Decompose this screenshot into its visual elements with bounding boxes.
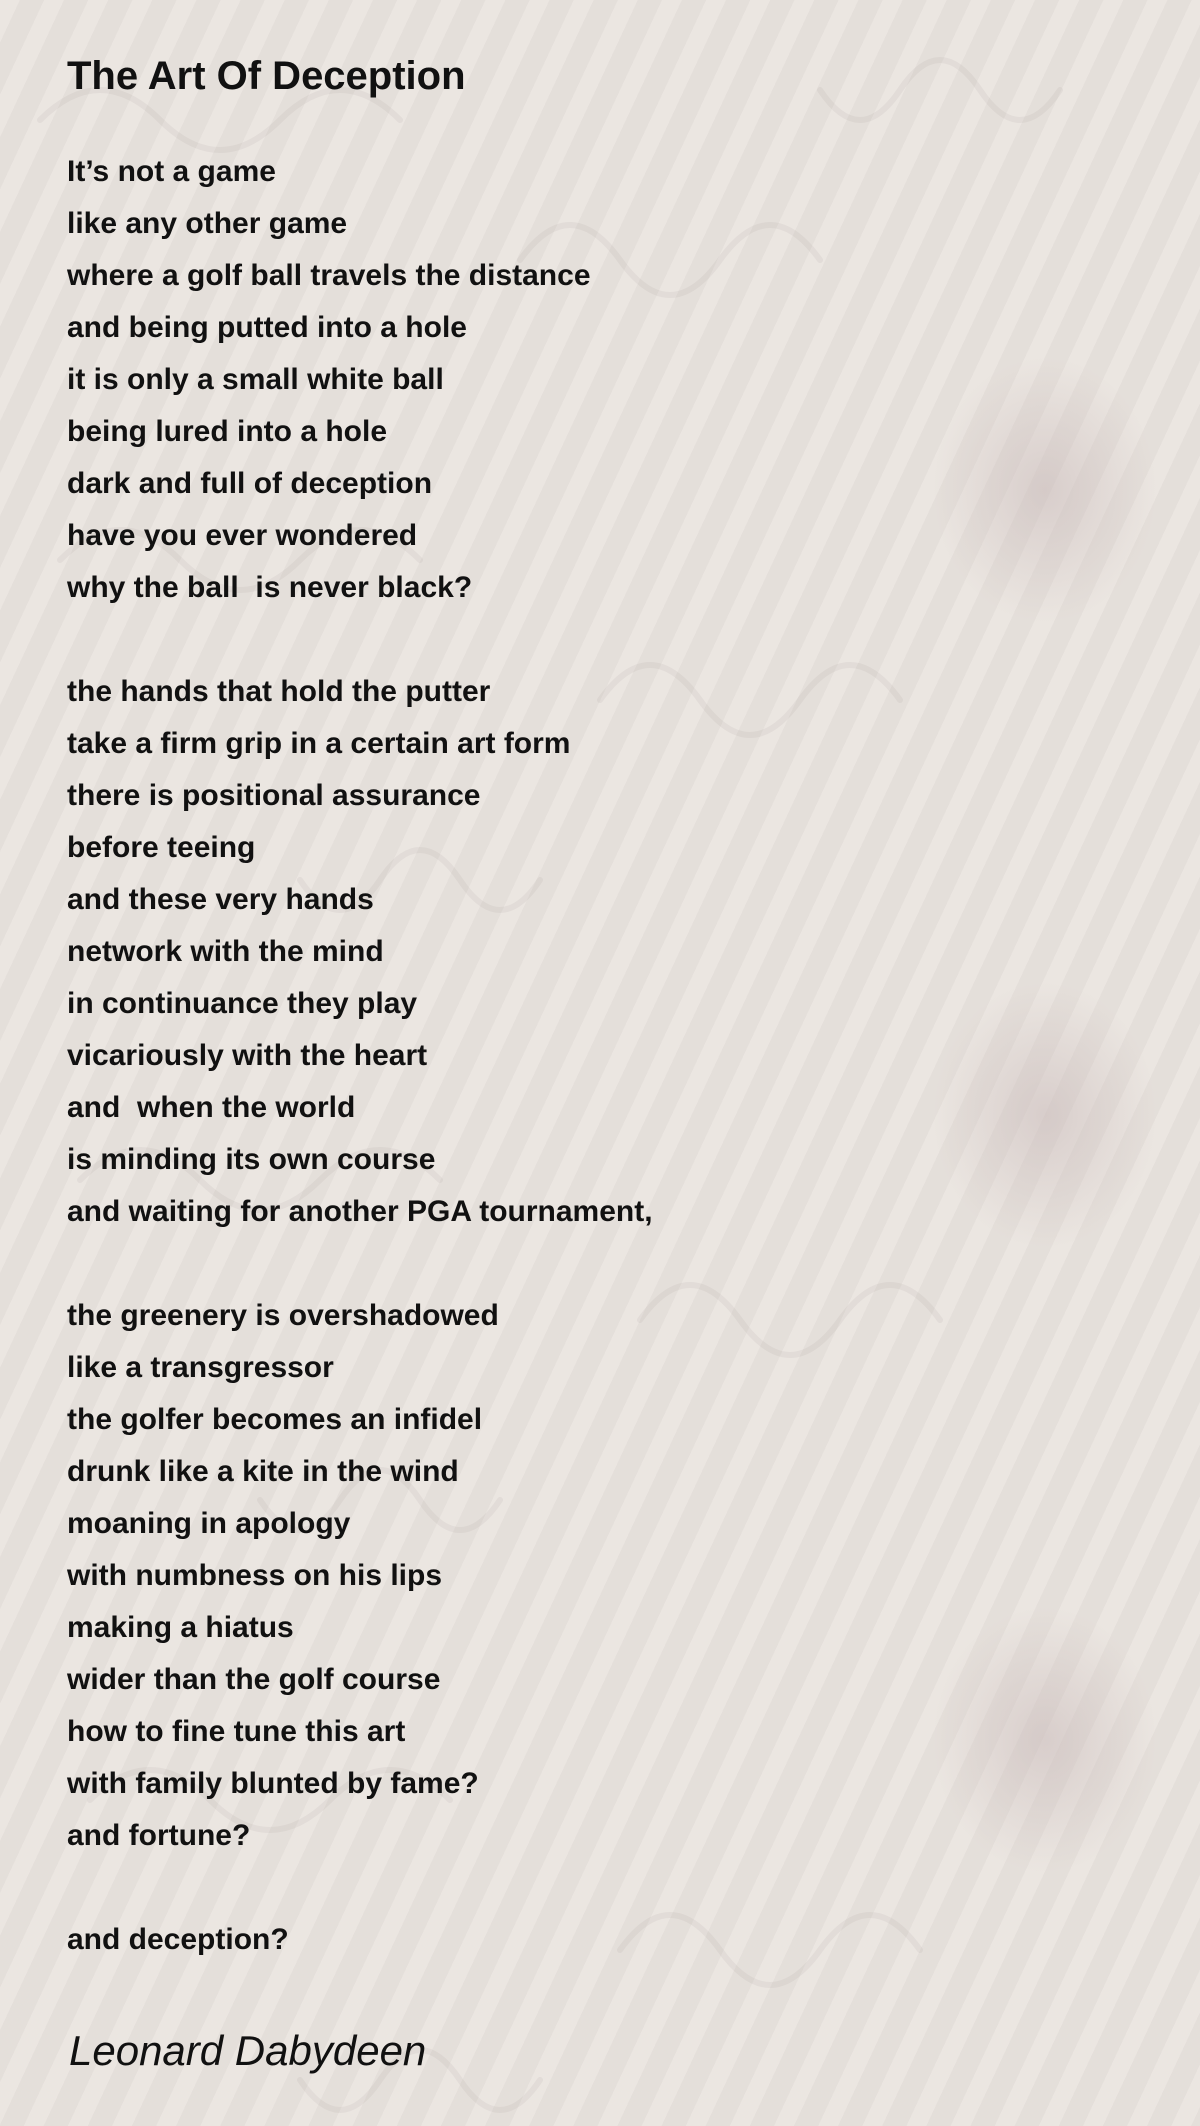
poem-line: with numbness on his lips xyxy=(67,1559,443,1592)
poem-line: and fortune? xyxy=(67,1819,251,1852)
poem-line: and deception? xyxy=(67,1923,289,1956)
poem-line: the hands that hold the putter xyxy=(67,675,491,708)
poem-line: the greenery is overshadowed xyxy=(67,1299,499,1332)
poem-line: making a hiatus xyxy=(67,1611,294,1644)
poem-line: drunk like a kite in the wind xyxy=(67,1455,459,1488)
poem-line: dark and full of deception xyxy=(67,467,433,500)
poem-line: why the ball is never black? xyxy=(67,571,473,604)
poem-line: where a golf ball travels the distance xyxy=(67,259,591,292)
poem-line: and being putted into a hole xyxy=(67,311,467,344)
poem-line: vicariously with the heart xyxy=(67,1039,428,1072)
poem-line: like a transgressor xyxy=(67,1351,334,1384)
poem-line: It’s not a game xyxy=(67,155,276,188)
poem-line: there is positional assurance xyxy=(67,779,481,812)
poem-line: it is only a small white ball xyxy=(67,363,444,396)
poem-line: take a firm grip in a certain art form xyxy=(67,727,571,760)
poem-line: moaning in apology xyxy=(67,1507,351,1540)
poem-line: in continuance they play xyxy=(67,987,418,1020)
poem-stanza xyxy=(67,146,653,614)
poem-line: is minding its own course xyxy=(67,1143,436,1176)
poem-stanza xyxy=(67,1290,653,1862)
poem-title: The Art Of Deception xyxy=(67,54,466,98)
poem-line: and these very hands xyxy=(67,883,374,916)
poem-line: network with the mind xyxy=(67,935,384,968)
poem-author: Leonard Dabydeen xyxy=(69,2027,427,2074)
poem-line: how to fine tune this art xyxy=(67,1715,406,1748)
poem-body xyxy=(67,146,653,2018)
poem-container xyxy=(67,48,1147,2074)
poem-stanza xyxy=(67,666,653,1238)
poem-line: wider than the golf course xyxy=(67,1663,441,1696)
poem-stanza xyxy=(67,1914,653,1966)
poem-line: being lured into a hole xyxy=(67,415,388,448)
poem-line: the golfer becomes an infidel xyxy=(67,1403,483,1436)
poem-line: and when the world xyxy=(67,1091,356,1124)
poem-line: with family blunted by fame? xyxy=(67,1767,479,1800)
poem-line: like any other game xyxy=(67,207,348,240)
poem-line: before teeing xyxy=(67,831,256,864)
poem-line: have you ever wondered xyxy=(67,519,418,552)
poem-line: and waiting for another PGA tournament, xyxy=(67,1195,653,1228)
